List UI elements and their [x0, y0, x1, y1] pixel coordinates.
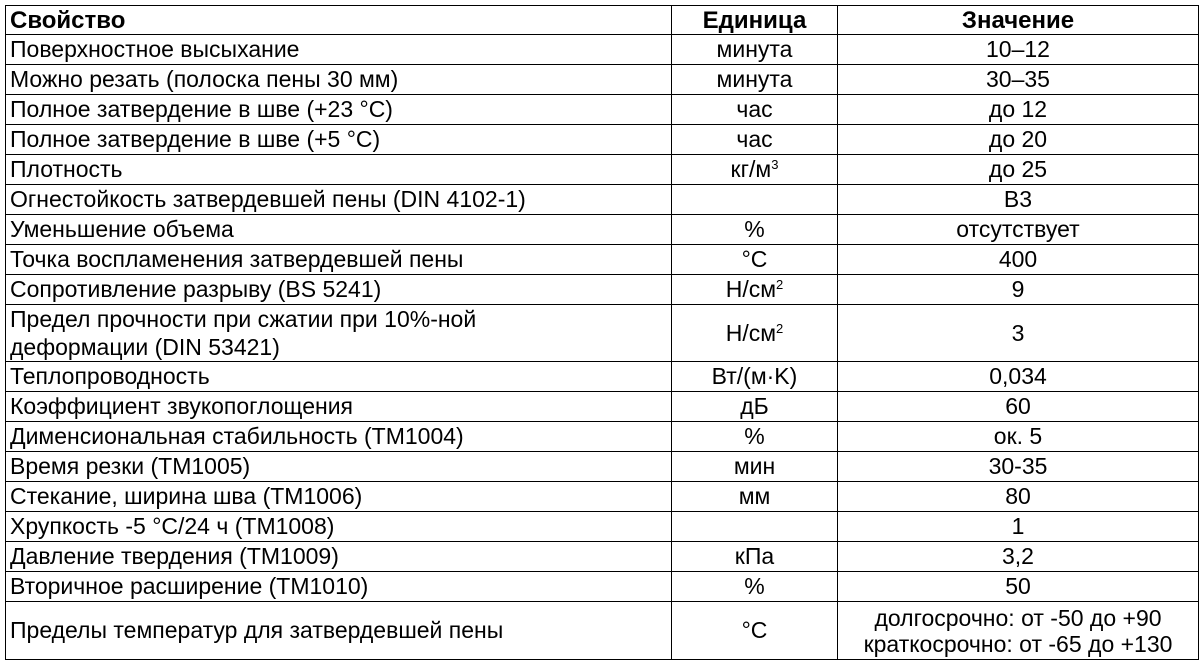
- property-cell: Стекание, ширина шва (TM1006): [6, 482, 672, 512]
- unit-cell: минута: [672, 35, 838, 65]
- value-line: долгосрочно: от -50 до +90: [874, 604, 1162, 631]
- property-line: деформации (DIN 53421): [10, 334, 280, 360]
- property-cell: Можно резать (полоска пены 30 мм): [6, 65, 672, 95]
- table-row: [6, 362, 1199, 392]
- value-cell: 50: [838, 572, 1199, 602]
- header-row: [6, 6, 1199, 35]
- unit-cell: кПа: [672, 542, 838, 572]
- properties-table: [5, 5, 1199, 660]
- value-cell: отсутствует: [838, 215, 1199, 245]
- property-cell: Поверхностное высыхание: [6, 35, 672, 65]
- unit-cell: [672, 512, 838, 542]
- value-cell: 1: [838, 512, 1199, 542]
- table-row: [6, 35, 1199, 65]
- table-row: [6, 125, 1199, 155]
- value-cell: 9: [838, 275, 1199, 305]
- value-cell: 60: [838, 392, 1199, 422]
- unit-superscript: 2: [776, 277, 784, 292]
- header-unit: Единица: [672, 6, 838, 35]
- unit-text: Н/см: [725, 319, 777, 346]
- unit-cell: [672, 185, 838, 215]
- unit-cell: [672, 305, 838, 362]
- property-cell: Время резки (TM1005): [6, 452, 672, 482]
- table-row: [6, 245, 1199, 275]
- table-row: [6, 542, 1199, 572]
- table-row: [6, 392, 1199, 422]
- property-cell: Сопротивление разрыву (BS 5241): [6, 275, 672, 305]
- value-cell: до 12: [838, 95, 1199, 125]
- property-cell: Уменьшение объема: [6, 215, 672, 245]
- unit-cell: мм: [672, 482, 838, 512]
- unit-text: кг/м: [730, 156, 772, 182]
- property-cell: Плотность: [6, 155, 672, 185]
- value-cell: 30-35: [838, 452, 1199, 482]
- property-cell: [6, 305, 672, 362]
- property-cell: Хрупкость -5 °C/24 ч (TM1008): [6, 512, 672, 542]
- unit-cell: °C: [672, 602, 838, 660]
- value-line: краткосрочно: от -65 до +130: [863, 630, 1173, 657]
- unit-cell: [672, 155, 838, 185]
- table-row: [6, 215, 1199, 245]
- property-cell: Точка воспламенения затвердевшей пены: [6, 245, 672, 275]
- table-row: [6, 305, 1199, 362]
- value-cell: 400: [838, 245, 1199, 275]
- table-row: [6, 95, 1199, 125]
- property-cell: Давление твердения (TM1009): [6, 542, 672, 572]
- header-value: Значение: [838, 6, 1199, 35]
- header-property: Свойство: [6, 6, 672, 35]
- unit-superscript: 3: [771, 157, 779, 172]
- unit-text: Н/см: [725, 276, 777, 302]
- table-row: [6, 155, 1199, 185]
- unit-cell: %: [672, 215, 838, 245]
- table-row: [6, 275, 1199, 305]
- unit-cell: Вт/(м·K): [672, 362, 838, 392]
- value-cell: 0,034: [838, 362, 1199, 392]
- table-row: [6, 512, 1199, 542]
- property-cell: Теплопроводность: [6, 362, 672, 392]
- property-cell: Полное затвердение в шве (+23 °C): [6, 95, 672, 125]
- unit-cell: [672, 275, 838, 305]
- table-row: [6, 482, 1199, 512]
- value-cell: 3: [838, 305, 1199, 362]
- property-cell: Дименсиональная стабильность (TM1004): [6, 422, 672, 452]
- value-cell: 80: [838, 482, 1199, 512]
- unit-cell: минута: [672, 65, 838, 95]
- table-row: [6, 572, 1199, 602]
- table-row: [6, 422, 1199, 452]
- unit-cell: час: [672, 125, 838, 155]
- property-cell: Коэффициент звукопоглощения: [6, 392, 672, 422]
- unit-cell: %: [672, 422, 838, 452]
- value-cell: 10–12: [838, 35, 1199, 65]
- property-line: Предел прочности при сжатии при 10%-ной: [10, 306, 477, 332]
- value-cell: до 25: [838, 155, 1199, 185]
- value-cell: 3,2: [838, 542, 1199, 572]
- value-cell: B3: [838, 185, 1199, 215]
- table-row: [6, 185, 1199, 215]
- property-cell: Пределы температур для затвердевшей пены: [6, 602, 672, 660]
- property-cell: Огнестойкость затвердевшей пены (DIN 4102-1): [6, 185, 672, 215]
- unit-cell: мин: [672, 452, 838, 482]
- table-row: [6, 65, 1199, 95]
- property-cell: Полное затвердение в шве (+5 °C): [6, 125, 672, 155]
- value-cell: ок. 5: [838, 422, 1199, 452]
- unit-cell: час: [672, 95, 838, 125]
- unit-cell: %: [672, 572, 838, 602]
- table-row: [6, 602, 1199, 660]
- value-cell: [838, 602, 1199, 660]
- value-cell: до 20: [838, 125, 1199, 155]
- property-cell: Вторичное расширение (TM1010): [6, 572, 672, 602]
- unit-cell: °C: [672, 245, 838, 275]
- unit-superscript: 2: [776, 320, 784, 336]
- unit-cell: дБ: [672, 392, 838, 422]
- table-row: [6, 452, 1199, 482]
- value-cell: 30–35: [838, 65, 1199, 95]
